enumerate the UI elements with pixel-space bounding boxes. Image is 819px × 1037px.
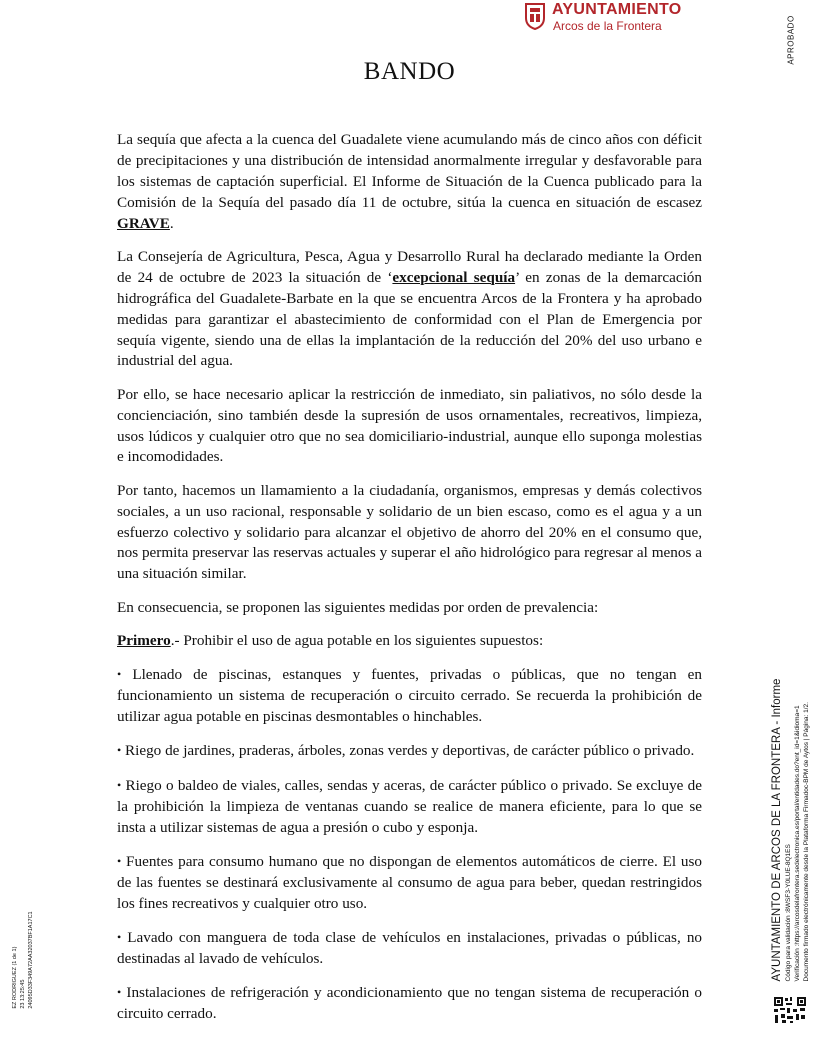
bullet-icon: • xyxy=(117,777,122,792)
paragraph-2 xyxy=(117,247,702,372)
list-item-text: Instalaciones de refrigeración y acondicionamiento que no tengan sistema de recuperación o circuito cerrado. xyxy=(117,984,702,1023)
p1-text: La sequía que afecta a la cuenca del Guadalete viene acumulando más de cinco años con déficit de precipitaciones y una distribución de intensidad anormalmente irregular y desfavorable para los sistemas de captación superficial. El Informe de Situación de la Cuenca publicado para la Comisión de la Sequía del pasado día 11 de octubre, sitúa la cuenca en situación de escasez xyxy=(117,131,702,211)
p1-end: . xyxy=(169,214,174,232)
p2-bold: excepcional sequía xyxy=(392,268,516,286)
logo-title: AYUNTAMIENTO xyxy=(552,1,682,18)
bullet-icon: • xyxy=(117,853,122,868)
bullet-icon: • xyxy=(117,667,122,682)
sidebar-signature-note: Documento firmado electrónicamente desde la Plataforma Firmadoc-BPM de Aytos | Página: 1/2. xyxy=(803,702,810,982)
bullet-icon: • xyxy=(117,985,122,1000)
list-item-text: Lavado con manguera de toda clase de vehículos en instalaciones, privadas o públicas, no destinadas al lavado de vehículos. xyxy=(117,928,703,967)
approved-label: APROBADO xyxy=(786,15,796,65)
list-item-text: Riego o baldeo de viales, calles, sendas y aceras, de carácter público o privado. Se excluye de la prohibición la limpieza de ventanas cuando se realice de manera eficiente, para lo que se insta a utilizar sistemas de agua a presión o cubo y esponja. xyxy=(117,776,702,836)
p2-end: ’ en zonas de la demarcación hidrográfica del Guadalete-Barbate en la que se encuentra Arcos de la Frontera y ha aprobado medidas para garantizar el abastecimiento de conformidad con el Plan de Emergencia por sequía vigente, siendo una de ellas la implantación de la reducción del 20% del uso urbano e industrial del agua. xyxy=(117,268,702,370)
primero-heading xyxy=(117,631,702,652)
list-item xyxy=(117,740,702,762)
list-item xyxy=(117,851,702,915)
list-item-text: Fuentes para consumo humano que no dispongan de elementos automáticos de cierre. El uso de las fuentes se destinará exclusivamente al consumo de agua para beber, quedan restringidos los fines recreativos y cualquier otro uso. xyxy=(117,852,702,912)
list-item-text: Riego de jardines, praderas, árboles, zonas verdes y deportivas, de carácter público o privado. xyxy=(125,742,695,760)
signature-time: 23 13:25:45 xyxy=(19,979,26,1009)
paragraph-4: Por tanto, hacemos un llamamiento a la ciudadanía, organismos, empresas y demás colectivos sociales, a un uso racional, responsable y solidario de un bien escaso, como es el agua y a un esfuerzo colectivo y solidario para alcanzar el objetivo de ahorro del 20% en el consumo que, nos permita preservar las reservas actuales y superar el año hidrológico para regresar al menos a una situación similar. xyxy=(117,481,702,583)
list-item xyxy=(117,982,702,1025)
p2-text: La Consejería de Agricultura, Pesca, Agua y Desarrollo Rural ha declarado mediante la Orden de 24 de octubre de 2023 la situación de ‘ xyxy=(117,247,702,286)
city-logo xyxy=(524,2,704,34)
primero-text: .- Prohibir el uso de agua potable en los siguientes supuestos: xyxy=(170,631,544,649)
signer-name: EZ RODRIGUEZ (1 de 1) xyxy=(11,946,18,1009)
p1-bold: GRAVE xyxy=(117,214,170,232)
primero-label: Primero xyxy=(117,631,171,649)
validation-sidebar xyxy=(766,660,816,1000)
page-title: BANDO xyxy=(363,58,456,85)
bullet-icon: • xyxy=(117,929,122,944)
list-item-text: Llenado de piscinas, estanques y fuentes, privadas o públicas, que no tengan en funcionamiento un sistema de recuperación o circuito cerrado. Se recuerda la prohibición de utilizar agua potable en piscinas desmontables o hinchables. xyxy=(117,666,703,726)
list-item xyxy=(117,775,702,839)
sidebar-validation-code: Código para validación :8WSF3-Y0LUE-8Q1ES xyxy=(785,844,792,982)
signature-sidebar xyxy=(0,895,45,1024)
list-item xyxy=(117,664,702,728)
coat-of-arms-icon xyxy=(524,2,546,30)
paragraph-3: Por ello, se hace necesario aplicar la restricción de inmediato, sin paliativos, no sólo desde la concienciación, sino también desde la supresión de usos ornamentales, recreativos, limpieza, usos lúdicos y cualquier otro que no sea domiciliario-industrial, aunque ello suponga molestias e incomodidades. xyxy=(117,385,702,466)
document-body xyxy=(117,130,702,1037)
qr-code-icon xyxy=(773,996,807,1024)
sidebar-issuer: AYUNTAMIENTO DE ARCOS DE LA FRONTERA - Informe xyxy=(771,678,783,982)
sidebar-verification-url: Verificación :https://arcosdelafrontera.sedelectronica.es/portal/entidades.do?ent_id=1&idioma=1 xyxy=(794,705,801,982)
paragraph-5: En consecuencia, se proponen las siguientes medidas por orden de prevalencia: xyxy=(117,598,599,616)
bullet-icon: • xyxy=(117,743,122,758)
logo-subtitle: Arcos de la Frontera xyxy=(553,19,662,33)
paragraph-1 xyxy=(117,130,702,235)
list-item xyxy=(117,927,702,970)
signature-hash: 24095D33F349A72AA32037BF1A17C1 xyxy=(27,910,34,1009)
